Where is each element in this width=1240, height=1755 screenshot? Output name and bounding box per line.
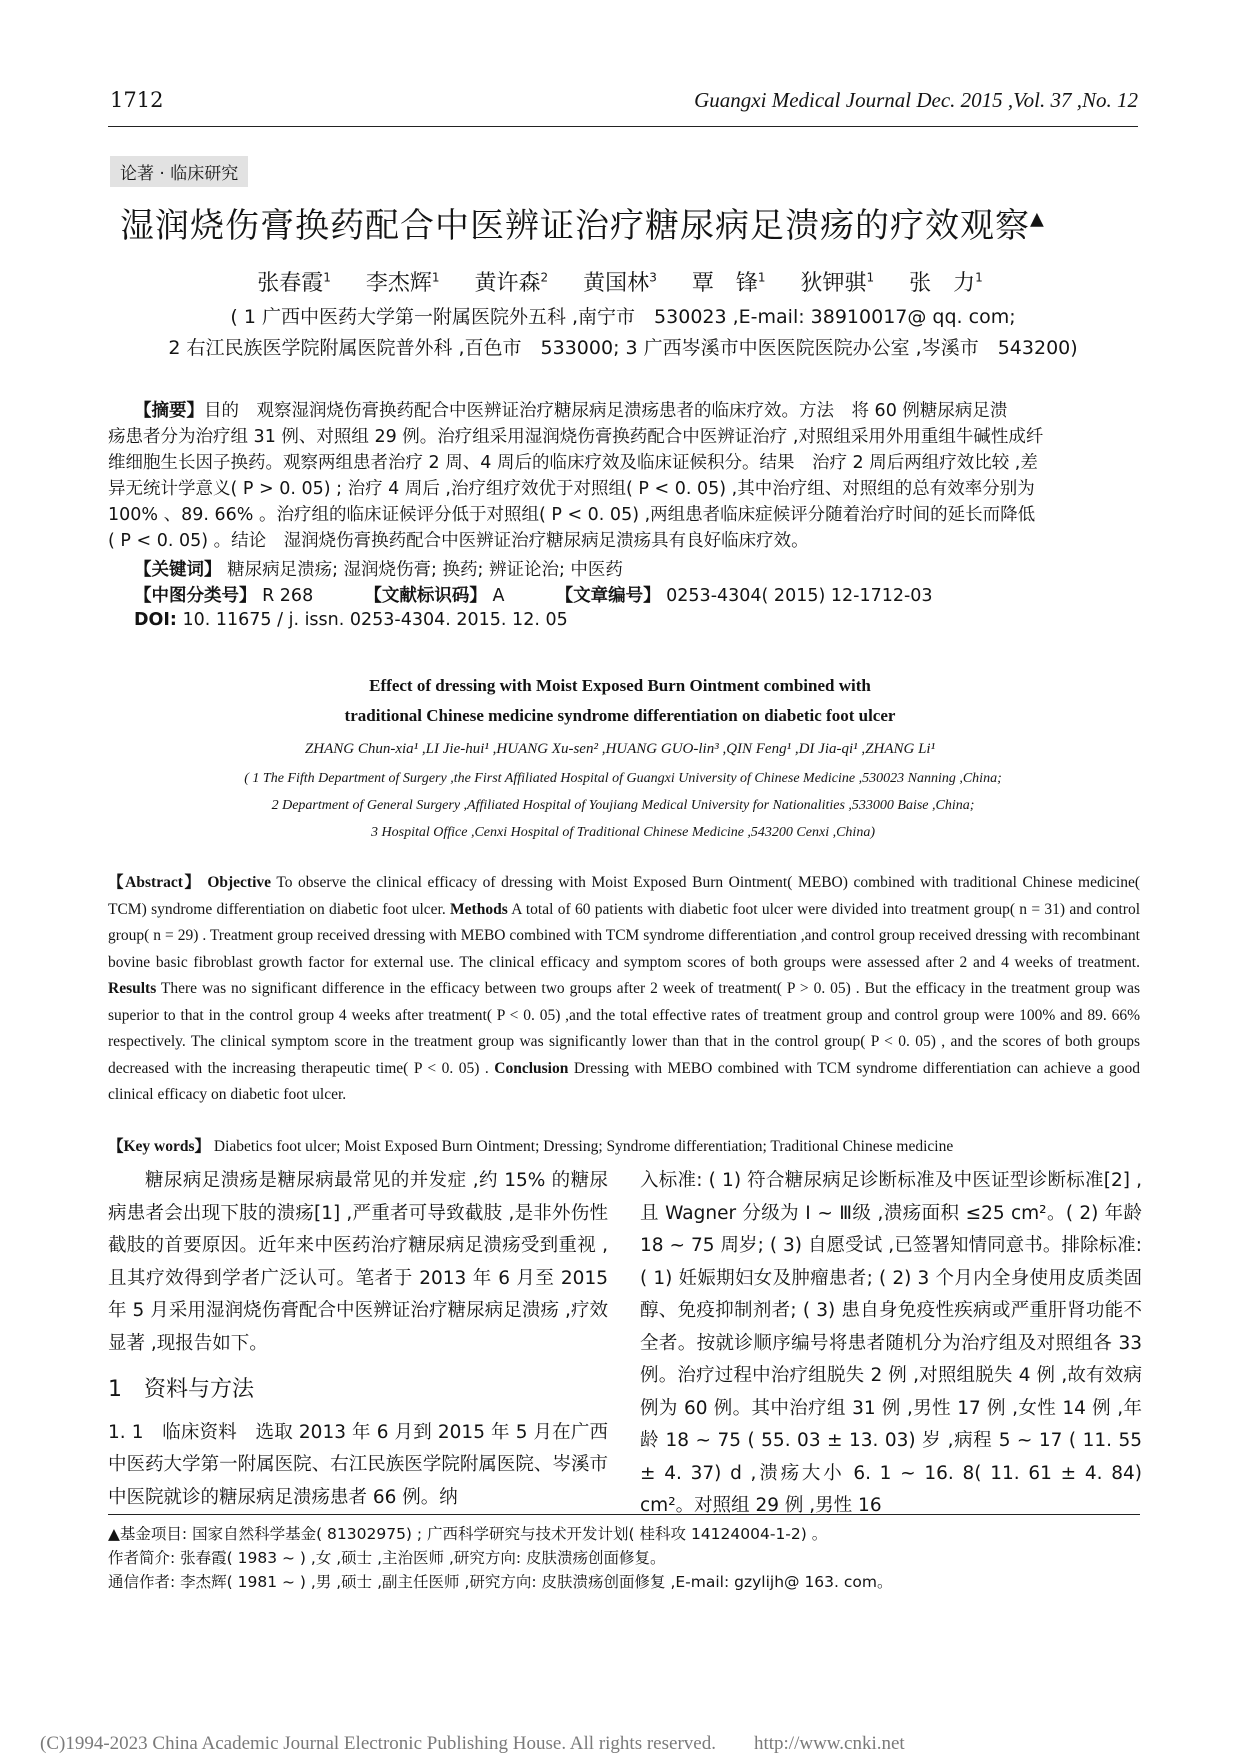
- english-abstract: [108, 870, 1140, 1109]
- article-no-label: 【文章编号】: [555, 586, 661, 606]
- clc-label: 【中图分类号】: [134, 586, 257, 606]
- author: 李杰辉$^1$: [365, 270, 440, 296]
- doi-label: DOI:: [134, 610, 177, 630]
- clc-value: R 268: [262, 586, 314, 606]
- footnote-author: 作者简介: 张春霞( 1983 ~ ) ,女 ,硕士 ,主治医师 ,研究方向: 皮肤溃疡创面修复。: [108, 1549, 666, 1567]
- body-left-column: [108, 1165, 608, 1514]
- author: 黄许森$^2$: [474, 270, 549, 296]
- footnotes: [108, 1522, 1140, 1594]
- body-paragraph: 入标准: ( 1) 符合糖尿病足诊断标准及中医证型诊断标准[2] ,且 Wagner 分级为 Ⅰ ~ Ⅲ级 ,溃疡面积 ≤25 cm²。( 2) 年龄 18 ~ 75 周岁; ( 3) 自愿受试 ,已签署知情同意书。排除标准: ( 1) 妊娠期妇女及肿瘤患者; ( 2) 3 个月内全身使用皮质类固醇、免疫抑制剂者; ( 3) 患自身免疫性疾病或严重肝肾功能不全者。按就诊顺序编号将患者随机分为治疗组及对照组各 33 例。治疗过程中治疗组脱失 2 例 ,对照组脱失 4 例 ,故有效病例为 60 例。其中治疗组 31 例 ,男性 17 例 ,女性 14 例 ,年龄 18 ~ 75 ( 55. 03 ± 13. 03) 岁 ,病程 5 ~ 17 ( 11. 55 ± 4. 37) d ,溃疡大小 6. 1 ~ 16. 8( 11. 61 ± 4. 84) cm²。对照组 29 例 ,男性 16: [640, 1170, 1142, 1516]
- methods-label: Methods: [450, 900, 508, 918]
- english-affiliation-line: 2 Department of General Surgery ,Affiliated Hospital of Youjiang Medical University for Nationalities ,533000 Baise ,China;: [271, 798, 975, 813]
- body-right-column: [640, 1165, 1142, 1523]
- objective-label: Objective: [207, 874, 272, 891]
- subsection-paragraph: 1. 1 临床资料 选取 2013 年 6 月到 2015 年 5 月在广西中医药大学第一附属医院、右江民族医学院附属医院、岑溪市中医院就诊的糖尿病足溃疡患者 66 例。纳: [108, 1421, 608, 1508]
- intro-paragraph: 糖尿病足溃疡是糖尿病最常见的并发症 ,约 15% 的糖尿病患者会出现下肢的溃疡[1] ,严重者可导致截肢 ,是非外伤性截肢的首要原因。近年来中医药治疗糖尿病足溃疡受到重视 ,且其疗效得到学者广泛认可。笔者于 2013 年 6 月至 2015 年 5 月采用湿润烧伤膏配合中医辨证治疗糖尿病足溃疡 ,疗效显著 ,现报告如下。: [108, 1170, 608, 1354]
- copyright-watermark: (C)1994-2023 China Academic Journal Electronic Publishing House. All rights reserved. http://www.cnki.net: [40, 1733, 905, 1754]
- chinese-abstract: [108, 398, 1140, 554]
- en-keywords-label: 【Key words】: [108, 1138, 211, 1155]
- section-tag: 论著 · 临床研究: [110, 156, 248, 187]
- keywords-label: 【关键词】: [134, 560, 222, 580]
- english-affiliation-line: ( 1 The Fifth Department of Surgery ,the First Affiliated Hospital of Guangxi University of Chinese Medicine ,530023 Nanning ,China;: [244, 771, 1002, 786]
- author-list: [0, 266, 1240, 297]
- abstract-line: ( P < 0. 05) 。结论 湿润烧伤膏换药配合中医辨证治疗糖尿病足溃疡具有良好临床疗效。: [108, 531, 809, 551]
- affiliation-line: ( 1 广西中医药大学第一附属医院外五科 ,南宁市 530023 ,E-mail: 38910017@ qq. com;: [230, 306, 1016, 328]
- page-number: 1712: [110, 88, 164, 112]
- abstract-line: 100% 、89. 66% 。治疗组的临床证候评分低于对照组( P < 0. 05) ,两组患者临床症候评分随着治疗时间的延长而降低: [108, 505, 1036, 525]
- footnote-funding: ▲基金项目: 国家自然科学基金( 81302975) ; 广西科学研究与技术开发计划( 桂科攻 14124004-1-2) 。: [108, 1525, 828, 1543]
- abstract-line: 目的 观察湿润烧伤膏换药配合中医辨证治疗糖尿病足溃疡患者的临床疗效。方法 将 60 例糖尿病足溃: [204, 401, 1008, 421]
- footnote-rule: [108, 1514, 1140, 1515]
- author: 张春霞$^1$: [257, 270, 331, 296]
- doc-code-value: A: [492, 586, 505, 606]
- doi-value: 10. 11675 / j. issn. 0253-4304. 2015. 12. 05: [182, 610, 568, 630]
- keywords-text: 糖尿病足溃疡; 湿润烧伤膏; 换药; 辨证论治; 中医药: [227, 560, 623, 580]
- paper-title: [120, 198, 1140, 247]
- english-keywords: [108, 1134, 1140, 1156]
- title-mark: ▲: [1030, 208, 1045, 230]
- english-affiliation-line: 3 Hospital Office ,Cenxi Hospital of Traditional Chinese Medicine ,543200 Cenxi ,China): [371, 825, 875, 840]
- title-text: 湿润烧伤膏换药配合中医辨证治疗糖尿病足溃疡的疗效观察: [120, 206, 1030, 246]
- doc-code-label: 【文献标识码】: [364, 586, 487, 606]
- abstract-line: 异无统计学意义( P > 0. 05) ; 治疗 4 周后 ,治疗组疗效优于对照组( P < 0. 05) ,其中治疗组、对照组的总有效率分别为: [108, 479, 1035, 499]
- cn-classification: [134, 582, 933, 607]
- results-label: Results: [108, 980, 157, 997]
- abstract-line: 疡患者分为治疗组 31 例、对照组 29 例。治疗组采用湿润烧伤膏换药配合中医辨证治疗 ,对照组采用外用重组牛碱性成纤: [108, 427, 1044, 447]
- section-heading: 1 资料与方法: [108, 1377, 254, 1402]
- article-no-value: 0253-4304( 2015) 12-1712-03: [666, 586, 933, 606]
- objective-text: To observe the clinical efficacy of dressing with Moist Exposed Burn Ointment( MEBO) combined with traditional Chinese medicine( TCM) syndrome differentiation on diabetic foot ulcer.: [108, 874, 1140, 918]
- cn-keywords: [134, 556, 623, 581]
- doi-line: [134, 610, 568, 630]
- author: 狄钾骐$^1$: [800, 270, 875, 296]
- abstract-line: 维细胞生长因子换药。观察两组患者治疗 2 周、4 周后的临床疗效及临床证候积分。结果 治疗 2 周后两组疗效比较 ,差: [108, 453, 1038, 473]
- conclusion-label: Conclusion: [494, 1059, 569, 1077]
- english-title-line: traditional Chinese medicine syndrome differentiation on diabetic foot ulcer: [344, 706, 896, 725]
- results-text: There was no significant difference in the efficacy between two groups after 2 week of treatment( P > 0. 05) . But the efficacy in the treatment group was superior to that in the control group 4 weeks after treatment( P < 0. 05) ,and the total effective rates of treatment group and control group were 100% and 89. 66% respectively. The clinical symptom score in the treatment group was significantly lower than that in the control group( P < 0. 05) , and the scores of both groups decreased with the increasing therapeutic time( P < 0. 05) .: [108, 980, 1140, 1077]
- affiliation-line: 2 右江民族医学院附属医院普外科 ,百色市 533000; 3 广西岑溪市中医医院医院办公室 ,岑溪市 543200): [168, 337, 1078, 359]
- author: 张 力$^1$: [909, 270, 983, 296]
- english-authors: ZHANG Chun-xia¹ ,LI Jie-hui¹ ,HUANG Xu-sen² ,HUANG GUO-lin³ ,QIN Feng¹ ,DI Jia-qi¹ ,ZHANG Li¹: [304, 741, 936, 757]
- journal-header: Guangxi Medical Journal Dec. 2015 ,Vol. 37 ,No. 12: [694, 88, 1138, 112]
- conclusion-text: Dressing with MEBO combined with TCM syndrome differentiation can achieve a good clinical efficacy on diabetic foot ulcer.: [108, 1059, 1141, 1103]
- author: 黄国林$^3$: [583, 270, 657, 296]
- en-keywords-text: Diabetics foot ulcer; Moist Exposed Burn Ointment; Dressing; Syndrome differentiation; Traditional Chinese medicine: [213, 1138, 954, 1155]
- author: 覃 锋$^1$: [691, 270, 766, 296]
- header-rule: [108, 126, 1138, 127]
- abstract-label: 【摘要】: [134, 401, 204, 421]
- english-title-line: Effect of dressing with Moist Exposed Burn Ointment combined with: [369, 676, 871, 695]
- methods-text: A total of 60 patients with diabetic foot ulcer were divided into treatment group( n = 31) and control group( n = 29) . Treatment group received dressing with MEBO combined with TCM syndrome differentiation ,and control group received dressing with recombinant bovine basic fibroblast growth factor for external use. The clinical efficacy and symptom scores of both groups were assessed after 2 and 4 weeks of treatment.: [108, 900, 1141, 971]
- footnote-correspondence: 通信作者: 李杰辉( 1981 ~ ) ,男 ,硕士 ,副主任医师 ,研究方向: 皮肤溃疡创面修复 ,E-mail: gzylijh@ 163. com。: [108, 1573, 893, 1591]
- en-abstract-label: 【Abstract】: [108, 874, 202, 891]
